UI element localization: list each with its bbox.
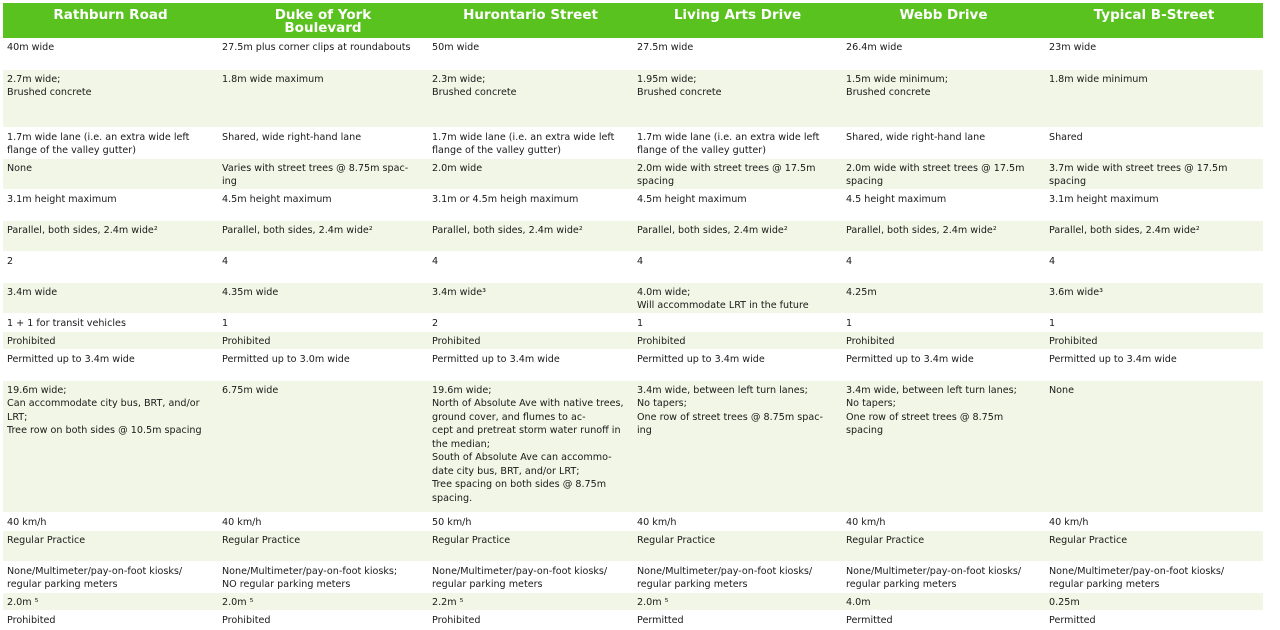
table-cell: 40 km/h	[1045, 512, 1263, 530]
table-cell: 40 km/h	[218, 512, 428, 530]
table-cell: Permitted up to 3.4m wide	[633, 349, 842, 380]
table-cell: 40 km/h	[842, 512, 1045, 530]
table-cell: Permitted up to 3.4m wide	[428, 349, 633, 380]
table-cell: 4.0m wide; Will accommodate LRT in the future	[633, 282, 842, 313]
table-cell: Parallel, both sides, 2.4m wide²	[428, 220, 633, 251]
table-cell: Parallel, both sides, 2.4m wide²	[633, 220, 842, 251]
table-cell: None/Multimeter/pay-on-foot kiosks; NO regular parking meters	[218, 561, 428, 592]
table-cell: Parallel, both sides, 2.4m wide²	[842, 220, 1045, 251]
table-cell: Shared, wide right-hand lane	[218, 127, 428, 158]
table-cell: 1.8m wide minimum	[1045, 69, 1263, 127]
table-cell: 1.95m wide; Brushed concrete	[633, 69, 842, 127]
table-cell: 40m wide	[3, 38, 218, 69]
table-cell: Parallel, both sides, 2.4m wide²	[1045, 220, 1263, 251]
table-cell: Regular Practice	[3, 530, 218, 561]
table-cell: None/Multimeter/pay-on-foot kiosks/ regular parking meters	[3, 561, 218, 592]
table-cell: 3.6m wide³	[1045, 282, 1263, 313]
table-cell: 1 + 1 for transit vehicles	[3, 313, 218, 331]
table-row	[3, 349, 1263, 380]
column-header-hurontario-street: Hurontario Street	[428, 3, 633, 38]
table-cell: None/Multimeter/pay-on-foot kiosks/ regular parking meters	[842, 561, 1045, 592]
table-cell: Shared	[1045, 127, 1263, 158]
table-row	[3, 69, 1263, 127]
table-cell: Prohibited	[633, 331, 842, 349]
table-cell: Permitted up to 3.4m wide	[842, 349, 1045, 380]
table-cell: 1.5m wide minimum; Brushed concrete	[842, 69, 1045, 127]
table-cell: Regular Practice	[633, 530, 842, 561]
table-row	[3, 127, 1263, 158]
table-cell: Prohibited	[1045, 331, 1263, 349]
table-cell: 3.1m height maximum	[1045, 189, 1263, 220]
column-header-typical-b-street: Typical B-Street	[1045, 3, 1263, 38]
header-row	[3, 3, 1263, 38]
table-cell: None	[1045, 380, 1263, 512]
table-cell: 4.35m wide	[218, 282, 428, 313]
table-body	[3, 38, 1263, 628]
table-cell: 3.4m wide, between left turn lanes; No tapers; One row of street trees @ 8.75m spac- ing	[633, 380, 842, 512]
column-header-rathburn-road: Rathburn Road	[3, 3, 218, 38]
column-header-duke-of-york-boulevard: Duke of York Boulevard	[218, 3, 428, 38]
table-cell: 4	[1045, 251, 1263, 282]
table-cell: Prohibited	[842, 331, 1045, 349]
table-cell: 1	[218, 313, 428, 331]
table-cell: 3.1m or 4.5m heigh maximum	[428, 189, 633, 220]
table-cell: 1.7m wide lane (i.e. an extra wide left flange of the valley gutter)	[428, 127, 633, 158]
table-cell: 1.8m wide maximum	[218, 69, 428, 127]
table-cell: 3.4m wide	[3, 282, 218, 313]
table-row	[3, 251, 1263, 282]
table-cell: 4	[428, 251, 633, 282]
column-header-living-arts-drive: Living Arts Drive	[633, 3, 842, 38]
table-cell: Prohibited	[3, 331, 218, 349]
table-row	[3, 561, 1263, 592]
table-cell: 3.4m wide³	[428, 282, 633, 313]
table-cell: 2.0m wide with street trees @ 17.5m spacing	[842, 158, 1045, 189]
table-cell: 19.6m wide; Can accommodate city bus, BRT, and/or LRT; Tree row on both sides @ 10.5m spacing	[3, 380, 218, 512]
table-cell: 40 km/h	[3, 512, 218, 530]
table-cell: Prohibited	[428, 331, 633, 349]
table-cell: 2.0m wide	[428, 158, 633, 189]
table-cell: Permitted up to 3.4m wide	[1045, 349, 1263, 380]
table-row	[3, 512, 1263, 530]
table-row	[3, 530, 1263, 561]
table-cell: 2	[428, 313, 633, 331]
table-cell: 26.4m wide	[842, 38, 1045, 69]
table-cell: None	[3, 158, 218, 189]
table-cell: 6.75m wide	[218, 380, 428, 512]
table-cell: Regular Practice	[1045, 530, 1263, 561]
table-cell: Shared, wide right-hand lane	[842, 127, 1045, 158]
table-cell: 2.0m ⁵	[218, 592, 428, 610]
table-row	[3, 158, 1263, 189]
table-cell: 0.25m	[1045, 592, 1263, 610]
table-cell: Parallel, both sides, 2.4m wide²	[218, 220, 428, 251]
table-cell: 2.2m ⁵	[428, 592, 633, 610]
table-cell: 1	[633, 313, 842, 331]
table-cell: 4.25m	[842, 282, 1045, 313]
table-cell: 4	[633, 251, 842, 282]
table-cell: 50m wide	[428, 38, 633, 69]
table-row	[3, 313, 1263, 331]
table-cell: Permitted	[842, 610, 1045, 628]
table-cell: Parallel, both sides, 2.4m wide²	[3, 220, 218, 251]
table-cell: 4.5 height maximum	[842, 189, 1045, 220]
table-cell: None/Multimeter/pay-on-foot kiosks/ regular parking meters	[428, 561, 633, 592]
table-cell: Permitted up to 3.4m wide	[3, 349, 218, 380]
table-cell: Permitted	[633, 610, 842, 628]
table-row	[3, 592, 1263, 610]
table-cell: None/Multimeter/pay-on-foot kiosks/ regular parking meters	[633, 561, 842, 592]
table-row	[3, 331, 1263, 349]
table-cell: Regular Practice	[842, 530, 1045, 561]
table-cell: 40 km/h	[633, 512, 842, 530]
table-cell: 23m wide	[1045, 38, 1263, 69]
table-cell: 4.5m height maximum	[633, 189, 842, 220]
table-cell: 2.0m ⁵	[633, 592, 842, 610]
table-cell: Prohibited	[428, 610, 633, 628]
table-cell: 2.7m wide; Brushed concrete	[3, 69, 218, 127]
table-cell: 2.0m ⁵	[3, 592, 218, 610]
table-cell: 4	[842, 251, 1045, 282]
table-cell: 19.6m wide; North of Absolute Ave with native trees, ground cover, and flumes to ac- cept and pretreat storm water runoff in the median; South of Absolute Ave can accommo- date city bus, BRT, and/or LRT; Tree spacing on both sides @ 8.75m spacing.	[428, 380, 633, 512]
table-row	[3, 220, 1263, 251]
table-cell: 1.7m wide lane (i.e. an extra wide left flange of the valley gutter)	[633, 127, 842, 158]
table-row	[3, 189, 1263, 220]
table-cell: Varies with street trees @ 8.75m spac- ing	[218, 158, 428, 189]
table-row	[3, 380, 1263, 512]
table-cell: 2.3m wide; Brushed concrete	[428, 69, 633, 127]
table-cell: 1	[1045, 313, 1263, 331]
table-cell: Regular Practice	[218, 530, 428, 561]
table-cell: 4.0m	[842, 592, 1045, 610]
table-cell: 3.4m wide, between left turn lanes; No tapers; One row of street trees @ 8.75m spacing	[842, 380, 1045, 512]
street-comparison-table-wrapper	[3, 3, 1263, 629]
table-cell: 1	[842, 313, 1045, 331]
table-cell: 3.7m wide with street trees @ 17.5m spacing	[1045, 158, 1263, 189]
table-cell: 50 km/h	[428, 512, 633, 530]
street-comparison-table	[3, 3, 1263, 629]
table-cell: Permitted	[1045, 610, 1263, 628]
table-cell: 4.5m height maximum	[218, 189, 428, 220]
table-cell: 3.1m height maximum	[3, 189, 218, 220]
table-cell: Prohibited	[218, 331, 428, 349]
table-cell: Prohibited	[3, 610, 218, 628]
table-row	[3, 610, 1263, 628]
table-cell: Regular Practice	[428, 530, 633, 561]
table-cell: 2	[3, 251, 218, 282]
table-cell: 27.5m wide	[633, 38, 842, 69]
table-cell: 1.7m wide lane (i.e. an extra wide left flange of the valley gutter)	[3, 127, 218, 158]
table-row	[3, 282, 1263, 313]
table-cell: Permitted up to 3.0m wide	[218, 349, 428, 380]
table-row	[3, 38, 1263, 69]
table-cell: 2.0m wide with street trees @ 17.5m spacing	[633, 158, 842, 189]
table-cell: 27.5m plus corner clips at roundabouts	[218, 38, 428, 69]
table-cell: Prohibited	[218, 610, 428, 628]
table-cell: None/Multimeter/pay-on-foot kiosks/ regular parking meters	[1045, 561, 1263, 592]
column-header-webb-drive: Webb Drive	[842, 3, 1045, 38]
table-cell: 4	[218, 251, 428, 282]
